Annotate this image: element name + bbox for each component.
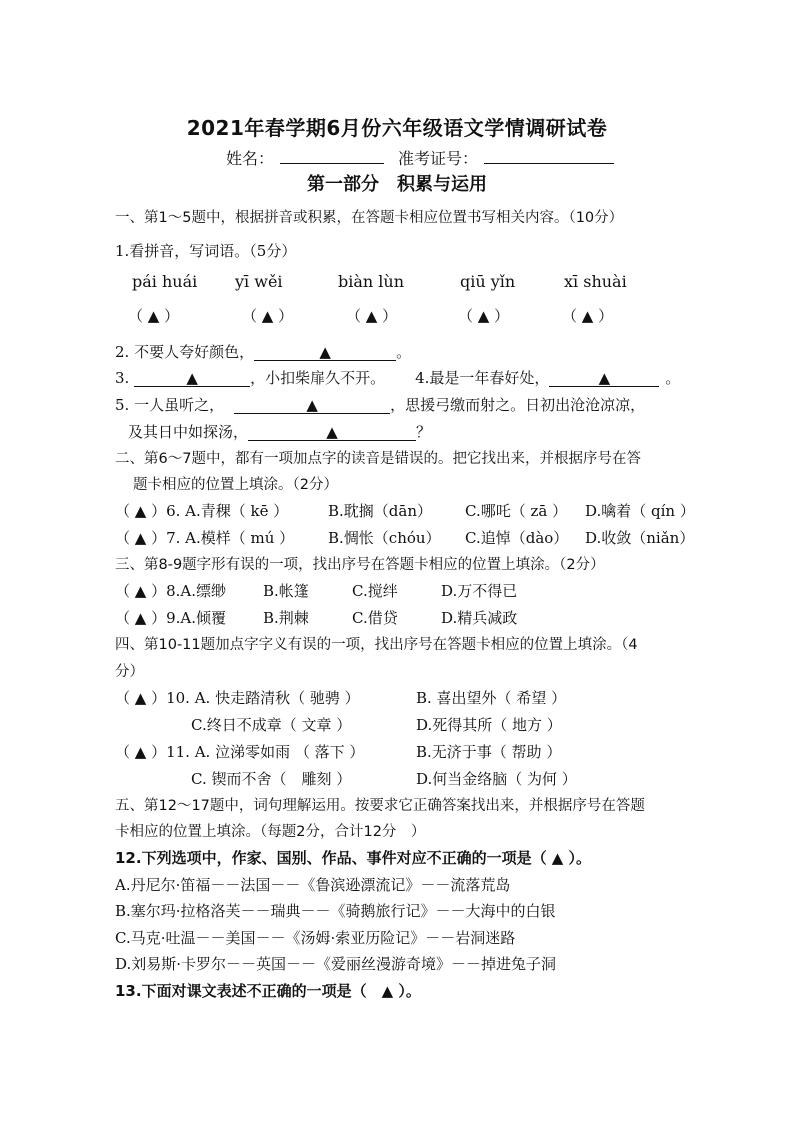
- q5-blank-1[interactable]: ▲: [234, 397, 390, 414]
- q7-option-b[interactable]: B.惆怅（chóu）: [328, 529, 441, 547]
- q9-option-b[interactable]: B.荆棘: [263, 609, 309, 627]
- q12-option-c[interactable]: C.马克·吐温－－美国－－《汤姆·索亚历险记》－－岩洞迷路: [115, 929, 516, 947]
- q8-stem[interactable]: （ ▲ ）8.A.缥缈: [115, 582, 226, 600]
- answer-bracket-3[interactable]: （ ▲ ）: [346, 307, 398, 325]
- q10-option-b[interactable]: B. 喜出望外（ 希望 ）: [416, 689, 567, 707]
- answer-bracket-4[interactable]: （ ▲ ）: [458, 307, 510, 325]
- exam-no-blank[interactable]: [484, 149, 614, 164]
- q8-option-d[interactable]: D.万不得已: [441, 582, 518, 600]
- q2-line: 2. 不要人夸好颜色， ▲ 。: [115, 343, 412, 361]
- exam-no-label: 准考证号：: [398, 149, 479, 168]
- q1-prompt: 1.看拼音，写词语。（5分）: [115, 242, 297, 260]
- q3-q4-line: 3. ▲ ，小扣柴扉久不开。 4.最是一年春好处， ▲ 。: [115, 369, 681, 387]
- q6-option-d[interactable]: D.噙着（ qín ）: [585, 502, 695, 520]
- q12-option-b[interactable]: B.塞尔玛·拉格洛芙－－瑞典－－《骑鹅旅行记》－－大海中的白银: [115, 902, 556, 920]
- q12-prompt: 12.下列选项中，作家、国别、作品、事件对应不正确的一项是（ ▲ ）。: [115, 849, 592, 867]
- q3-blank[interactable]: ▲: [134, 370, 250, 387]
- page-title: 2021年春学期6月份六年级语文学情调研试卷: [186, 116, 608, 140]
- q10-option-a[interactable]: （ ▲ ）10. A. 快走踏清秋（ 驰骋 ）: [115, 689, 360, 707]
- section5-heading-cont: 卡相应的位置上填涂。（每题2分，合计12分 ）: [115, 824, 426, 840]
- section4-heading: 四、第10-11题加点字字义有误的一项，找出序号在答题卡相应的位置上填涂。（4: [115, 637, 638, 653]
- q12-option-d[interactable]: D.刘易斯·卡罗尔－－英国－－《爱丽丝漫游奇境》－－掉进兔子洞: [115, 955, 557, 973]
- candidate-info-line: [226, 146, 628, 169]
- q11-option-d[interactable]: D.何当金络脑（ 为何 ）: [416, 770, 577, 788]
- pinyin-1: pái huái: [132, 272, 198, 291]
- q7-option-c[interactable]: C.追悼（dào）: [465, 529, 569, 547]
- answer-bracket-5[interactable]: （ ▲ ）: [562, 307, 614, 325]
- q9-stem[interactable]: （ ▲ ）9.A.倾覆: [115, 609, 226, 627]
- answer-bracket-1[interactable]: （ ▲ ）: [128, 307, 180, 325]
- name-blank[interactable]: [280, 149, 384, 164]
- pinyin-3: biàn lùn: [338, 272, 405, 291]
- q7-option-d[interactable]: D.收敛（niǎn）: [585, 529, 695, 547]
- q10-option-c[interactable]: C.终日不成章（ 文章 ）: [191, 716, 352, 734]
- pinyin-2: yī wěi: [235, 272, 283, 291]
- section3-heading: 三、第8-9题字形有误的一项，找出序号在答题卡相应的位置上填涂。（2分）: [115, 557, 605, 573]
- q7-stem[interactable]: （ ▲ ）7. A.模样（ mú ）: [115, 529, 295, 547]
- q13-prompt: 13.下面对课文表述不正确的一项是（ ▲ ）。: [115, 982, 421, 1000]
- q8-option-b[interactable]: B.帐篷: [263, 582, 309, 600]
- q9-option-c[interactable]: C.借贷: [352, 609, 398, 627]
- q6-stem[interactable]: （ ▲ ）6. A.青稞（ kē ）: [115, 502, 289, 520]
- q5-blank-2[interactable]: ▲: [248, 424, 416, 441]
- q8-option-c[interactable]: C.搅绊: [352, 582, 398, 600]
- section2-heading: 二、第6～7题中，都有一项加点字的读音是错误的。把它找出来，并根据序号在答: [115, 451, 641, 467]
- q9-option-d[interactable]: D.精兵减政: [441, 609, 518, 627]
- q4-blank[interactable]: ▲: [549, 370, 659, 387]
- q6-option-b[interactable]: B.耽搁（dān）: [328, 502, 432, 520]
- q12-option-a[interactable]: A.丹尼尔·笛福－－法国－－《鲁滨逊漂流记》－－流落荒岛: [115, 876, 511, 894]
- q5b-line: 及其日中如探汤， ▲ ？: [128, 423, 432, 441]
- answer-bracket-2[interactable]: （ ▲ ）: [242, 307, 294, 325]
- name-label: 姓名：: [226, 149, 275, 168]
- section4-heading-cont: 分）: [115, 664, 144, 680]
- part-title: 第一部分 积累与运用: [307, 174, 487, 195]
- q11-option-a[interactable]: （ ▲ ）11. A. 泣涕零如雨 （ 落下 ）: [115, 743, 365, 761]
- q11-option-b[interactable]: B.无济于事（ 帮助 ）: [416, 743, 562, 761]
- pinyin-4: qiū yǐn: [460, 272, 516, 291]
- pinyin-5: xī shuài: [564, 272, 627, 291]
- q2-blank[interactable]: ▲: [254, 344, 396, 361]
- q10-option-d[interactable]: D.死得其所（ 地方 ）: [416, 716, 562, 734]
- section5-heading: 五、第12～17题中，词句理解运用。按要求它正确答案找出来，并根据序号在答题: [115, 798, 645, 814]
- q11-option-c[interactable]: C. 锲而不舍（ 雕刻 ）: [191, 770, 352, 788]
- section1-heading: 一、第1～5题中，根据拼音或积累，在答题卡相应位置书写相关内容。（10分）: [115, 210, 624, 226]
- q5-line: 5. 一人虽听之， ▲ ，思援弓缴而射之。日初出沧沧凉凉，: [115, 396, 646, 414]
- q6-option-c[interactable]: C.哪吒（ zā ）: [465, 502, 568, 520]
- section2-heading-cont: 题卡相应的位置上填涂。（2分）: [133, 477, 338, 493]
